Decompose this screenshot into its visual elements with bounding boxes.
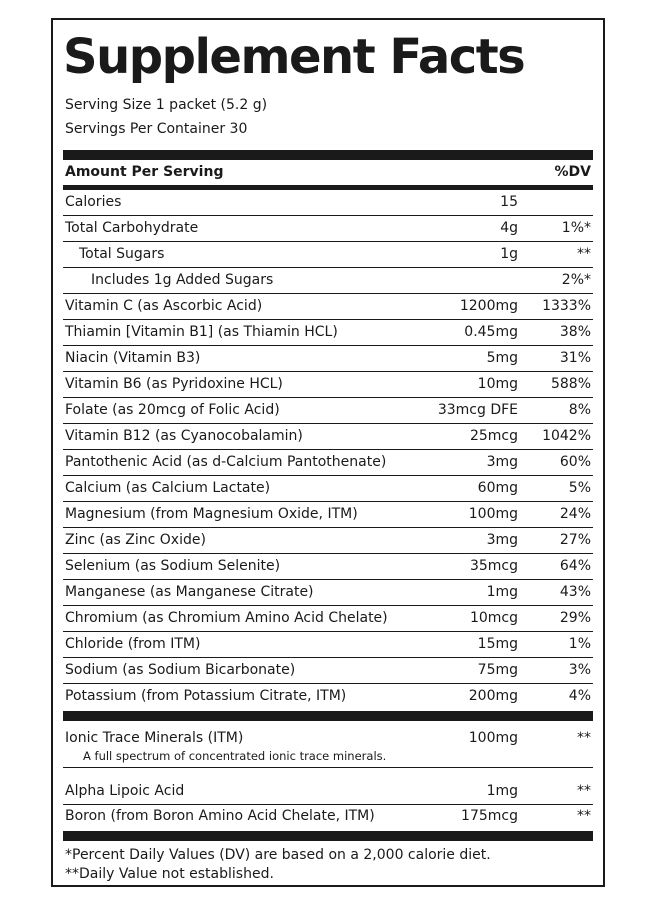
nutrient-name: Selenium (as Sodium Selenite) (65, 558, 281, 574)
nutrient-row (63, 684, 593, 710)
other-ingredient-row (63, 779, 593, 805)
nutrient-name: Calcium (as Calcium Lactate) (65, 480, 271, 496)
thick-divider-middle (63, 711, 593, 721)
nutrient-dv: 2%* (561, 272, 591, 288)
nutrient-amount: 15 (500, 194, 518, 210)
ingredient-name: Boron (from Boron Amino Acid Chelate, ITM) (65, 808, 375, 824)
nutrient-row (63, 450, 593, 476)
footnote-dv: *Percent Daily Values (DV) are based on a 2,000 calorie diet. (65, 847, 491, 863)
nutrient-name: Potassium (from Potassium Citrate, ITM) (65, 688, 347, 704)
ingredient-name: Ionic Trace Minerals (ITM) (65, 730, 244, 746)
nutrient-amount: 33mcg DFE (437, 402, 518, 418)
nutrient-row (63, 294, 593, 320)
nutrient-row (63, 398, 593, 424)
nutrient-name: Manganese (as Manganese Citrate) (65, 584, 314, 600)
nutrient-name: Includes 1g Added Sugars (91, 272, 274, 288)
nutrient-amount: 0.45mg (464, 324, 518, 340)
nutrient-name: Vitamin B12 (as Cyanocobalamin) (65, 428, 303, 444)
nutrient-dv: 31% (559, 350, 591, 366)
nutrient-amount: 1200mg (459, 298, 518, 314)
nutrient-dv: 60% (559, 454, 591, 470)
nutrient-row (63, 580, 593, 606)
nutrient-amount: 1mg (486, 584, 518, 600)
nutrient-amount: 3mg (486, 532, 518, 548)
nutrient-name: Calories (65, 194, 122, 210)
nutrient-dv: 8% (568, 402, 591, 418)
nutrient-dv: 1%* (561, 220, 591, 236)
nutrient-row (63, 424, 593, 450)
nutrient-name: Chromium (as Chromium Amino Acid Chelate) (65, 610, 388, 626)
nutrient-name: Thiamin [Vitamin B1] (as Thiamin HCL) (65, 324, 338, 340)
nutrient-name: Sodium (as Sodium Bicarbonate) (65, 662, 296, 678)
nutrient-amount: 200mg (468, 688, 518, 704)
nutrient-name: Niacin (Vitamin B3) (65, 350, 201, 366)
ingredient-amount: 175mcg (461, 808, 518, 824)
ingredient-amount: 1mg (486, 783, 518, 799)
nutrient-row (63, 320, 593, 346)
nutrient-name: Zinc (as Zinc Oxide) (65, 532, 206, 548)
ingredient-dv: ** (577, 730, 591, 746)
nutrient-amount: 60mg (477, 480, 518, 496)
nutrient-row (63, 242, 593, 268)
nutrient-amount: 15mg (477, 636, 518, 652)
nutrient-name: Magnesium (from Magnesium Oxide, ITM) (65, 506, 358, 522)
table-header (65, 161, 591, 183)
thick-divider-top (63, 150, 593, 160)
nutrient-amount: 100mg (468, 506, 518, 522)
nutrient-amount: 3mg (486, 454, 518, 470)
ingredient-amount: 100mg (468, 730, 518, 746)
nutrient-name: Vitamin C (as Ascorbic Acid) (65, 298, 263, 314)
ingredient-name: Alpha Lipoic Acid (65, 783, 185, 799)
other-ingredient-row (63, 804, 593, 830)
nutrient-dv: 5% (568, 480, 591, 496)
nutrient-dv: 24% (559, 506, 591, 522)
nutrient-row (63, 606, 593, 632)
ingredient-dv: ** (577, 783, 591, 799)
nutrient-dv: 588% (550, 376, 591, 392)
nutrient-amount: 25mcg (469, 428, 518, 444)
nutrient-row (63, 502, 593, 528)
nutrient-dv: 1042% (542, 428, 591, 444)
nutrient-dv: 27% (559, 532, 591, 548)
nutrient-amount: 5mg (486, 350, 518, 366)
nutrient-name: Total Carbohydrate (65, 220, 199, 236)
nutrient-dv: 38% (559, 324, 591, 340)
panel-title: Supplement Facts (63, 29, 525, 85)
nutrient-row (63, 658, 593, 684)
nutrient-row (63, 268, 593, 294)
nutrient-amount: 75mg (477, 662, 518, 678)
nutrient-dv: 43% (559, 584, 591, 600)
nutrient-row (63, 346, 593, 372)
dv-label: %DV (554, 164, 591, 180)
row-divider (63, 767, 593, 768)
serving-size: Serving Size 1 packet (5.2 g) (65, 97, 268, 113)
nutrient-amount: 35mcg (469, 558, 518, 574)
nutrient-dv: 4% (568, 688, 591, 704)
nutrient-name: Vitamin B6 (as Pyridoxine HCL) (65, 376, 283, 392)
nutrient-name: Pantothenic Acid (as d-Calcium Pantothenate) (65, 454, 387, 470)
nutrient-amount: 10mcg (469, 610, 518, 626)
nutrient-dv: 1333% (542, 298, 591, 314)
nutrient-amount: 10mg (477, 376, 518, 392)
nutrient-row (63, 632, 593, 658)
nutrient-row (63, 554, 593, 580)
nutrient-row (63, 476, 593, 502)
thick-divider-bottom (63, 831, 593, 841)
nutrient-dv: 29% (559, 610, 591, 626)
nutrient-name: Chloride (from ITM) (65, 636, 201, 652)
nutrient-row (63, 528, 593, 554)
nutrient-dv: 1% (568, 636, 591, 652)
ingredient-note: A full spectrum of concentrated ionic trace minerals. (83, 749, 387, 763)
nutrient-row (63, 216, 593, 242)
ingredient-dv: ** (577, 808, 591, 824)
nutrient-name: Folate (as 20mcg of Folic Acid) (65, 402, 280, 418)
servings-per-container: Servings Per Container 30 (65, 121, 248, 137)
other-ingredient-row (63, 726, 593, 768)
nutrient-row (63, 190, 593, 216)
nutrient-amount: 1g (500, 246, 518, 262)
nutrient-dv: ** (577, 246, 591, 262)
nutrient-amount: 4g (500, 220, 518, 236)
nutrient-dv: 64% (559, 558, 591, 574)
nutrient-dv: 3% (568, 662, 591, 678)
footnote-not-established: **Daily Value not established. (65, 866, 274, 882)
amount-per-serving-label: Amount Per Serving (65, 164, 224, 180)
nutrient-name: Total Sugars (79, 246, 165, 262)
supplement-facts-panel (51, 18, 605, 887)
nutrient-row (63, 372, 593, 398)
